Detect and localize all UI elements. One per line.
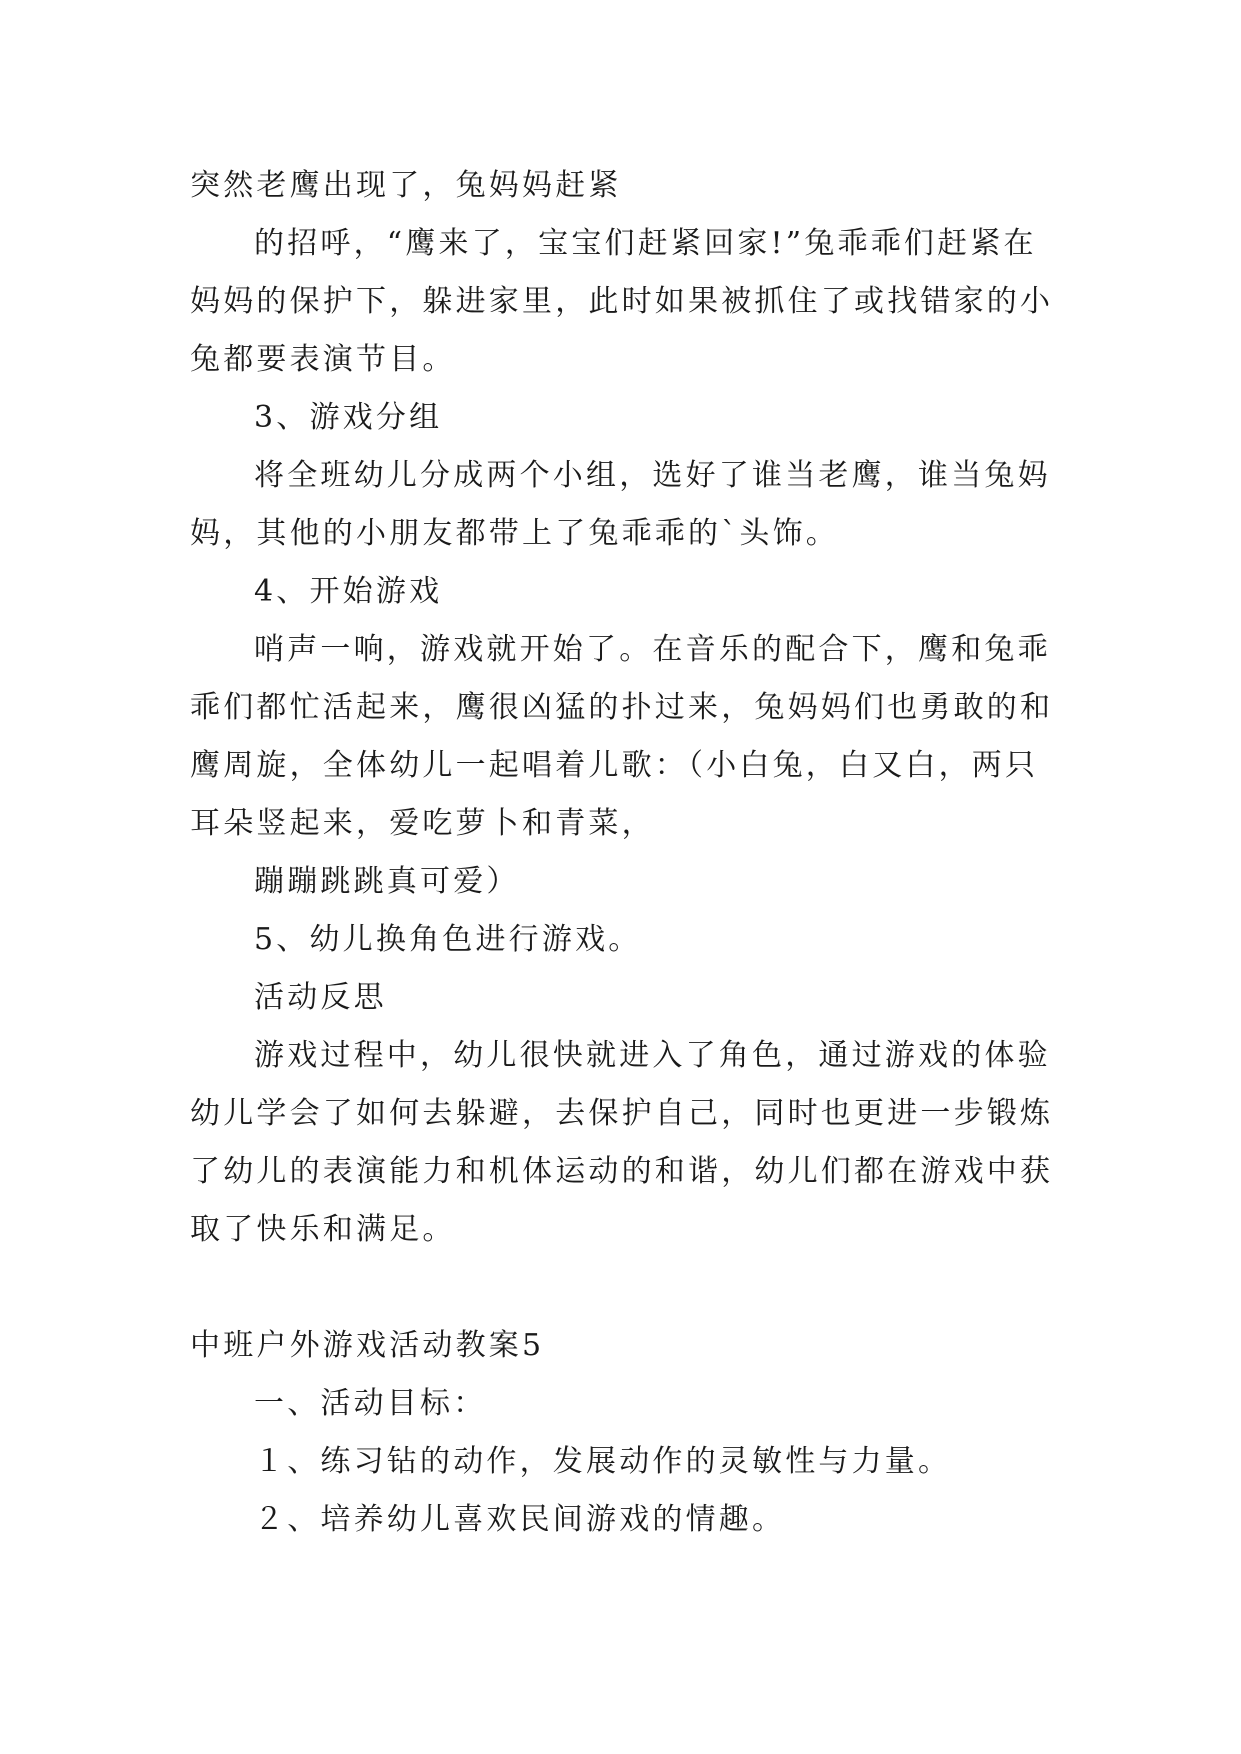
- paragraph-line: 兔都要表演节目。: [190, 342, 456, 377]
- paragraph-line: 鹰周旋，全体幼儿一起唱着儿歌：（小白兔，白又白，两只: [190, 748, 1039, 783]
- paragraph-line: 的招呼，“鹰来了，宝宝们赶紧回家!”兔乖乖们赶紧在: [254, 226, 1037, 261]
- paragraph-line: 蹦蹦跳跳真可爱）: [254, 864, 520, 899]
- section-heading: 3、游戏分组: [254, 400, 443, 435]
- paragraph-line: 幼儿学会了如何去躲避，去保护自己，同时也更进一步锻炼: [190, 1096, 1054, 1131]
- paragraph-line: 哨声一响，游戏就开始了。在音乐的配合下，鹰和兔乖: [254, 632, 1051, 667]
- paragraph-line: 妈，其他的小朋友都带上了兔乖乖的`头饰。: [190, 516, 839, 551]
- paragraph-line: 了幼儿的表演能力和机体运动的和谐，幼儿们都在游戏中获: [190, 1154, 1054, 1189]
- document-title: 中班户外游戏活动教案5: [190, 1328, 545, 1363]
- paragraph-line: 妈妈的保护下，躲进家里，此时如果被抓住了或找错家的小: [190, 284, 1054, 319]
- list-item: ２、培养幼儿喜欢民间游戏的情趣。: [254, 1502, 786, 1537]
- paragraph-line: 取了快乐和满足。: [190, 1212, 456, 1247]
- section-heading: 4、开始游戏: [254, 574, 443, 609]
- section-heading: 活动反思: [254, 980, 387, 1015]
- section-heading: 5、幼儿换角色进行游戏。: [254, 922, 642, 957]
- paragraph-line: 游戏过程中，幼儿很快就进入了角色，通过游戏的体验: [254, 1038, 1051, 1073]
- list-item: １、练习钻的动作，发展动作的灵敏性与力量。: [254, 1444, 952, 1479]
- section-heading: 一、活动目标：: [254, 1386, 487, 1421]
- paragraph-line: 将全班幼儿分成两个小组，选好了谁当老鹰，谁当兔妈: [254, 458, 1051, 493]
- paragraph-line: 耳朵竖起来，爱吃萝卜和青菜，: [190, 806, 655, 841]
- paragraph-line: 突然老鹰出现了，兔妈妈赶紧: [190, 168, 622, 203]
- paragraph-line: 乖们都忙活起来，鹰很凶猛的扑过来，兔妈妈们也勇敢的和: [190, 690, 1054, 725]
